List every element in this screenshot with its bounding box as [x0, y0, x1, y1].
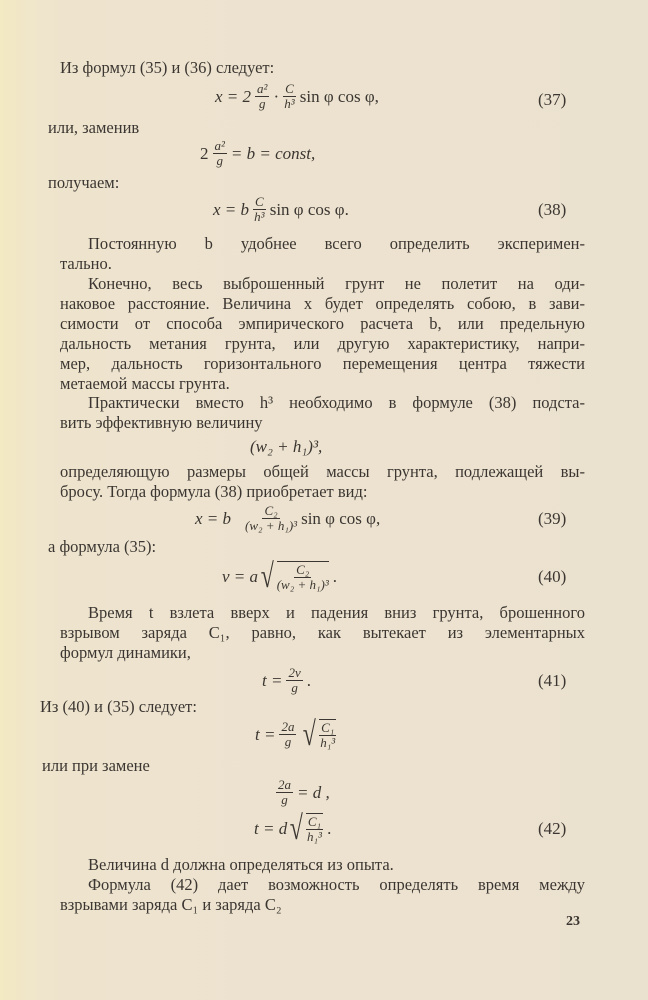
text-line: вить эффективную величину [60, 413, 263, 432]
text-line: симости от способа эмпирического расчета b, или предельную [60, 314, 585, 333]
eq-part: (w₂ + h₁)³, [250, 437, 323, 456]
text-line: Конечно, весь выброшенный грунт не полетит на оди- [88, 274, 585, 293]
numerator: 2v [288, 665, 301, 680]
eq-part: 2 [200, 143, 209, 163]
text-line: получаем: [48, 173, 120, 192]
eq-part: x = b [195, 508, 232, 528]
numerator: a² [257, 81, 268, 96]
denominator: (w₂ + h₁)³ [245, 518, 298, 533]
equation-40 [222, 557, 337, 595]
numerator: a² [214, 138, 225, 153]
text-line: Практически вместо h³ необходимо в формуле (38) подста- [88, 393, 585, 412]
denominator: g [281, 792, 288, 807]
text-line: Из формул (35) и (36) следует: [60, 58, 275, 77]
eq-part: v = a [222, 566, 259, 586]
equation-number: (42) [538, 819, 567, 838]
denominator: h³ [254, 209, 265, 224]
text-line: а формула (35): [48, 537, 157, 556]
equation-t [255, 715, 340, 753]
eq-part: sin φ cos φ, [301, 508, 381, 528]
equation-number: (38) [538, 200, 567, 219]
page-number: 23 [566, 914, 580, 929]
eq-part: = b = const, [230, 143, 316, 163]
square-root: √ $\frac{\text{C₁}}{\text{h₁³}}$ [303, 715, 336, 753]
text-line: Постоянную b удобнее всего определить эксперимен- [88, 234, 585, 253]
numerator: 2a [278, 777, 291, 792]
text-line: метаемой массы грунта. [60, 374, 230, 393]
numerator: 2a [281, 719, 295, 734]
eq-part: sin φ cos φ. [269, 199, 349, 219]
eq-part: . [332, 566, 337, 586]
equation-number: (37) [538, 90, 567, 109]
square-root: √ $\frac{\text{C₂}}{\text{(w₂ + h₁)³}}$ [260, 557, 329, 595]
eq-part: = d , [297, 782, 330, 802]
equation-42 [254, 809, 332, 847]
text-line: Из (40) и (35) следует: [40, 697, 197, 716]
equation-const [200, 139, 315, 168]
numerator: C₂ [264, 503, 278, 518]
equation-d [272, 778, 330, 807]
text-line: или при замене [42, 756, 150, 775]
equation-38 [213, 195, 349, 224]
numerator: C₁ [307, 814, 322, 829]
text-line: бросу. Тогда формула (38) приобретает вид: [60, 482, 368, 501]
eq-part: . [327, 818, 332, 838]
text-line: взрывом заряда C₁, равно, как вытекает из элементарных [60, 623, 585, 642]
text-line: дальность метания грунта, или другую характеристику, напри- [60, 334, 585, 353]
eq-part: · [273, 86, 280, 106]
equation-number: (40) [538, 567, 567, 586]
text-line: взрывами заряда C₁ и заряда C₂ [60, 895, 282, 914]
text-line: определяющую размеры общей массы грунта, подлежащей вы- [60, 462, 585, 481]
text-line: наковое расстояние. Величина x будет определять собою, в зави- [60, 294, 585, 313]
eq-part: t = [262, 670, 283, 690]
denominator: g [291, 680, 298, 695]
eq-part: t = d [254, 818, 288, 838]
numerator: C [285, 81, 294, 96]
numerator: C [255, 194, 264, 209]
eq-part: x = 2 [215, 86, 252, 106]
equation-41 [262, 666, 311, 695]
eq-part: sin φ cos φ, [299, 86, 379, 106]
numerator: C₁ [321, 720, 335, 735]
equation-number: (39) [538, 509, 567, 528]
eq-part: x = b [213, 199, 250, 219]
eq-part: t = [255, 724, 276, 744]
denominator: h₁³ [320, 735, 336, 750]
equation-number: (41) [538, 671, 567, 690]
text-line: мер, дальность горизонтального перемещения центра тяжести [60, 354, 585, 373]
text-line: Формула (42) дает возможность определять время между [88, 875, 585, 894]
text-line: или, заменив [48, 118, 140, 137]
denominator: (w₂ + h₁)³ [276, 577, 329, 592]
denominator: g [284, 734, 292, 749]
text-line: Время t взлета вверх и падения вниз грунта, брошенного [88, 603, 585, 622]
numerator: C₂ [296, 562, 310, 577]
equation-effective [250, 437, 322, 457]
equation-39 [195, 504, 380, 533]
denominator: g [258, 96, 266, 111]
denominator: h₁³ [307, 829, 322, 844]
square-root: √ $\frac{\text{C₁}}{\text{h₁³}}$ [290, 809, 322, 847]
text-line: тально. [60, 254, 112, 273]
denominator: h³ [284, 96, 295, 111]
eq-part: . [306, 670, 311, 690]
text-line: формул динамики, [60, 643, 191, 662]
text-line: Величина d должна определяться из опыта. [88, 855, 394, 874]
denominator: g [216, 153, 223, 168]
equation-37 [215, 82, 379, 111]
